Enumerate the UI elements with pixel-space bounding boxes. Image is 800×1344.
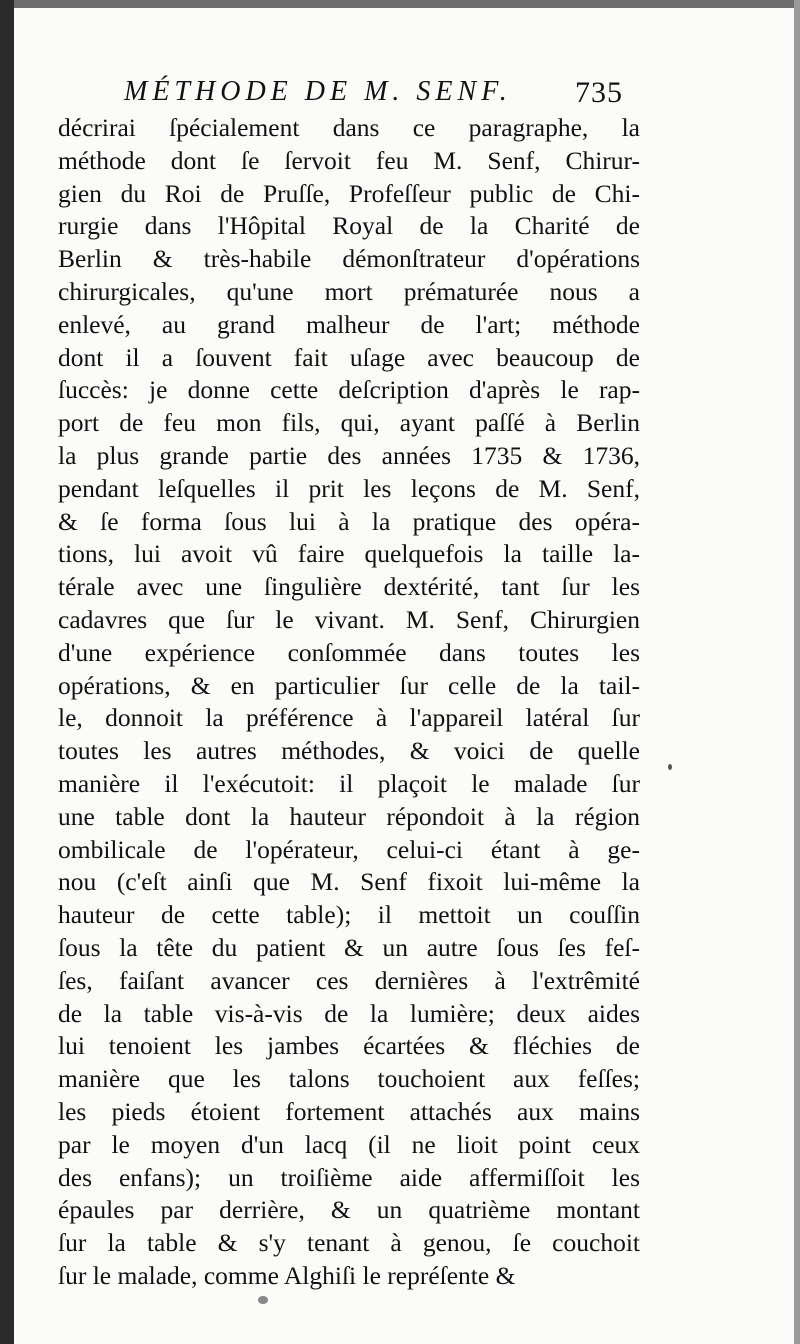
text-line: opérations, & en particulier ſur celle de la tail- xyxy=(58,670,640,700)
text-line: des enfans); un troiſième aide affermiſſoit les xyxy=(58,1162,640,1192)
text-line: Berlin & très-habile démonſtrateur d'opérations xyxy=(58,244,640,274)
text-line: les pieds étoient fortement attachés aux mains xyxy=(58,1096,640,1126)
text-line: ſes, faiſant avancer ces dernières à l'extrêmité xyxy=(58,965,640,995)
page-number: 735 xyxy=(575,76,623,109)
text-line: par le moyen d'un lacq (il ne lioit point ceux xyxy=(58,1129,640,1159)
text-line: dont il a ſouvent fait uſage avec beaucoup de xyxy=(58,342,640,372)
text-line: ſur la table & s'y tenant à genou, ſe couchoit xyxy=(58,1228,640,1258)
scan-edge-left xyxy=(0,0,14,1344)
ink-speck xyxy=(668,764,672,770)
text-line: nou (c'eſt ainſi que M. Senf fixoit lui-même la xyxy=(58,867,640,897)
text-line: le, donnoit la préférence à l'appareil latéral ſur xyxy=(58,703,640,733)
text-line: ombilicale de l'opérateur, celui-ci étant à ge- xyxy=(58,834,640,864)
text-line: méthode dont ſe ſervoit feu M. Senf, Chirur- xyxy=(58,145,640,175)
text-line: ſous la tête du patient & un autre ſous ſes feſ- xyxy=(58,932,640,962)
text-line: gien du Roi de Pruſſe, Profeſſeur public de Chi- xyxy=(58,178,640,208)
text-line: chirurgicales, qu'une mort prématurée nous a xyxy=(58,276,640,306)
text-line: épaules par derrière, & un quatrième montant xyxy=(58,1195,640,1225)
text-line: hauteur de cette table); il mettoit un couſſin xyxy=(58,900,640,930)
text-line: de la table vis-à-vis de la lumière; deux aides xyxy=(58,998,640,1028)
text-line: cadavres que ſur le vivant. M. Senf, Chirurgien xyxy=(58,604,640,634)
text-line: rurgie dans l'Hôpital Royal de la Charité de xyxy=(58,211,640,241)
text-line: lui tenoient les jambes écartées & fléchies de xyxy=(58,1031,640,1061)
scan-edge-right xyxy=(794,0,800,1344)
text-line: manière que les talons touchoient aux feſſes; xyxy=(58,1064,640,1094)
ink-speck xyxy=(258,1296,268,1304)
text-line: térale avec une ſingulière dextérité, tant ſur les xyxy=(58,572,640,602)
text-line: ſur le malade, comme Alghiſi le repréſente & xyxy=(58,1260,516,1290)
text-line: & ſe forma ſous lui à la pratique des opéra- xyxy=(58,506,640,536)
body-text xyxy=(58,112,640,1293)
text-line: manière il l'exécutoit: il plaçoit le malade ſur xyxy=(58,768,640,798)
text-line: pendant leſquelles il prit les leçons de M. Senf, xyxy=(58,473,640,503)
running-title: MÉTHODE DE M. SENF. xyxy=(124,76,512,107)
text-line: enlevé, au grand malheur de l'art; méthode xyxy=(58,309,640,339)
scan-edge-top xyxy=(0,0,800,8)
text-line: toutes les autres méthodes, & voici de quelle xyxy=(58,736,640,766)
text-line: décrirai ſpécialement dans ce paragraphe, la xyxy=(58,113,640,142)
text-line: une table dont la hauteur répondoit à la région xyxy=(58,801,640,831)
text-line: tions, lui avoit vû faire quelquefois la taille la- xyxy=(58,539,640,569)
text-line: la plus grande partie des années 1735 & 1736, xyxy=(58,440,640,470)
page-header xyxy=(0,76,800,116)
text-line: d'une expérience conſommée dans toutes les xyxy=(58,637,640,667)
text-line: port de feu mon fils, qui, ayant paſſé à Berlin xyxy=(58,408,640,438)
text-line: ſuccès: je donne cette deſcription d'après le rap- xyxy=(58,375,640,405)
